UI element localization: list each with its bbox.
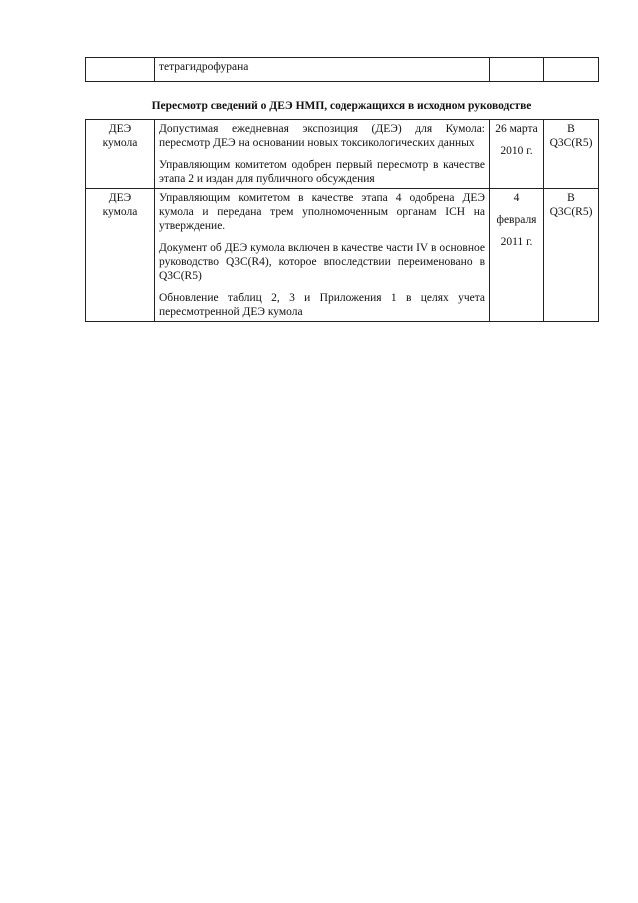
description-paragraph: Документ об ДЕЭ кумола включен в качестве части IV в основное руководство Q3C(R4), которое впоследствии переименовано в Q3C(R5)	[159, 242, 485, 282]
guideline-cell: В Q3C(R5)	[544, 120, 599, 189]
description-paragraph: Обновление таблиц 2, 3 и Приложения 1 в целях учета пересмотренной ДЕЭ кумола	[159, 292, 485, 318]
date-cell	[490, 120, 544, 189]
revision-table	[85, 119, 599, 322]
description-cell: тетрагидрофурана	[155, 58, 490, 82]
table-row	[86, 120, 599, 189]
description-paragraph: Управляющим комитетом одобрен первый пересмотр в качестве этапа 2 и издан для публичного обсуждения	[159, 159, 485, 185]
top-table	[85, 57, 599, 82]
description-cell	[155, 189, 490, 322]
date-cell	[490, 58, 544, 82]
guideline-cell	[544, 58, 599, 82]
date-line: 2011 г.	[500, 236, 533, 248]
guideline-cell: В Q3C(R5)	[544, 189, 599, 322]
date-line: 4	[513, 192, 520, 204]
table-row	[86, 58, 599, 82]
date-line: 2010 г.	[500, 145, 533, 157]
table-row	[86, 189, 599, 322]
section-title: Пересмотр сведений о ДЕЭ НМП, содержащихся в исходном руководстве	[151, 100, 532, 112]
date-cell	[490, 189, 544, 322]
name-cell: ДЕЭ кумола	[86, 120, 155, 189]
date-line: февраля	[496, 214, 537, 226]
description-cell	[155, 120, 490, 189]
name-cell: ДЕЭ кумола	[86, 189, 155, 322]
date-line: 26 марта	[495, 123, 538, 135]
description-paragraph: Допустимая ежедневная экспозиция (ДЕЭ) для Кумола: пересмотр ДЕЭ на основании новых токсикологических данных	[159, 123, 485, 149]
description-paragraph: Управляющим комитетом в качестве этапа 4 одобрена ДЕЭ кумола и передана трем уполномоченным органам ICH на утверждение.	[159, 192, 485, 232]
name-cell	[86, 58, 155, 82]
